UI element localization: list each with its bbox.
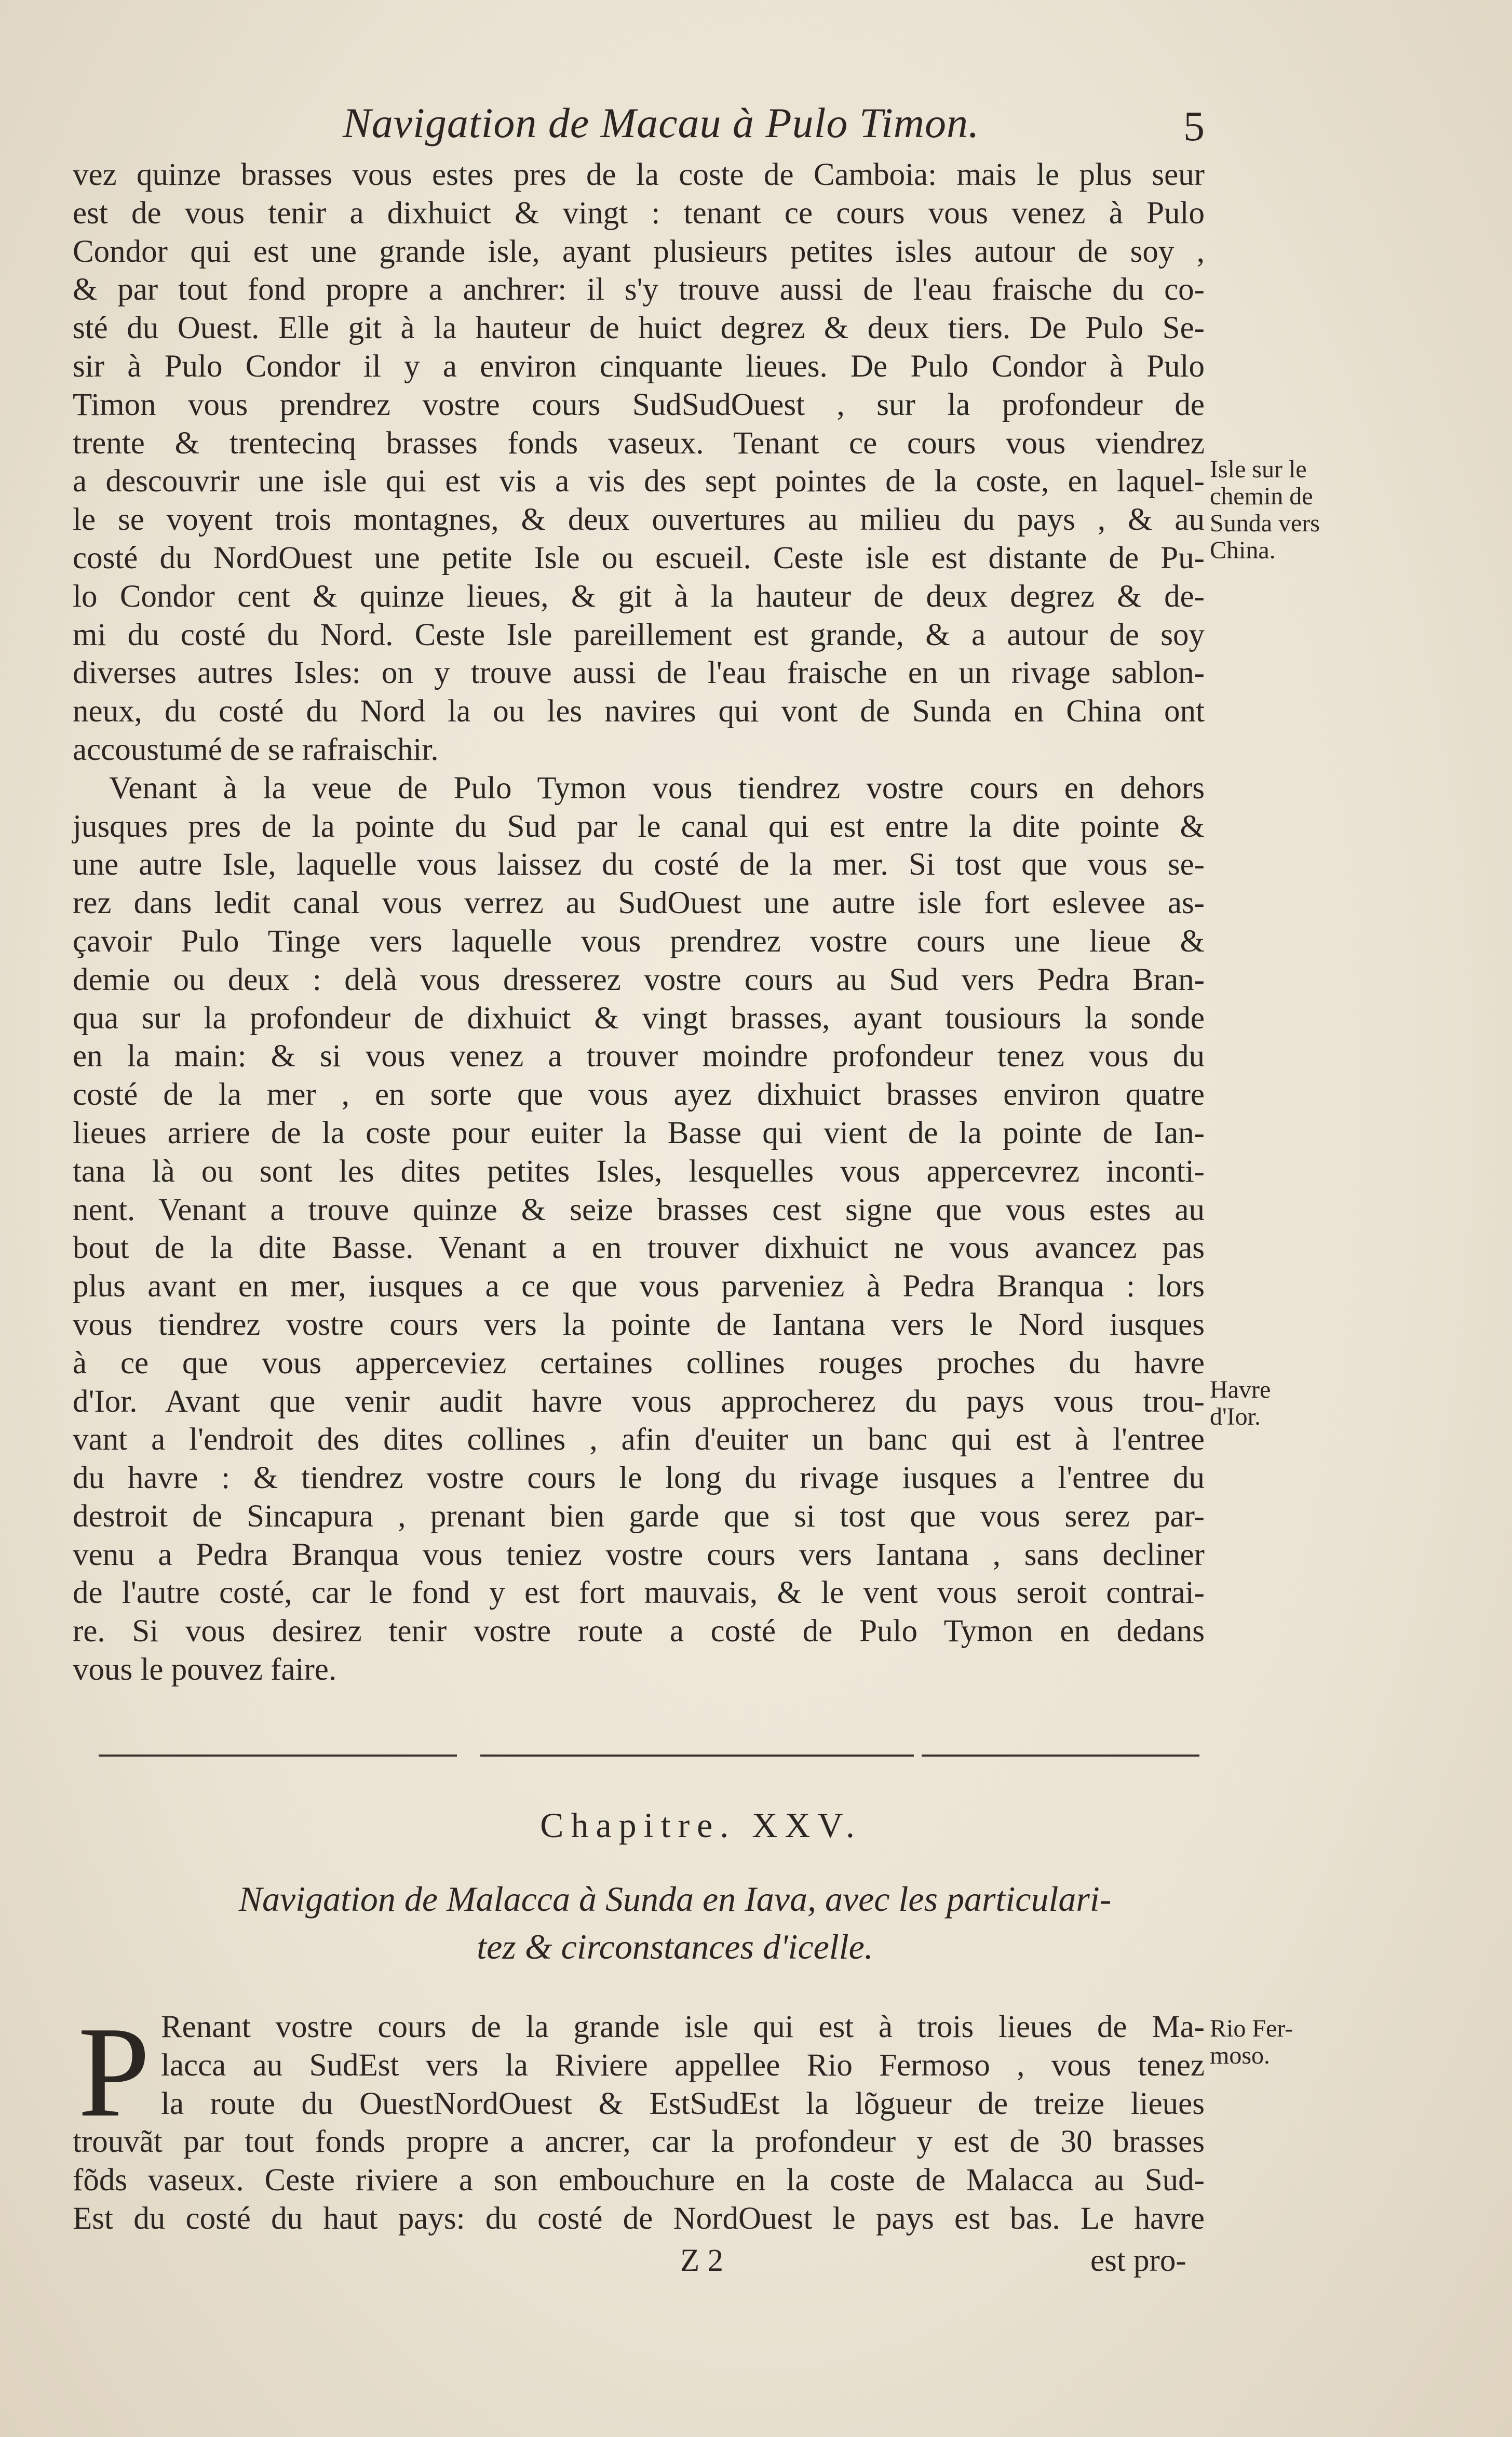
text-line: a descouvrir une isle qui est vis a vis des sept pointes de la coste, en laquel-	[73, 464, 1205, 499]
text-line: costé du NordOuest une petite Isle ou escueil. Ceste isle est distante de Pu-	[73, 540, 1205, 575]
text-line: Venant à la veue de Pulo Tymon vous tiendrez vostre cours en dehors	[109, 770, 1205, 806]
text-line: d'Ior. Avant que venir audit havre vous approcherez du pays vous trou-	[73, 1384, 1205, 1419]
text-line: lo Condor cent & quinze lieues, & git à la hauteur de deux degrez & de-	[73, 579, 1205, 614]
text-line: fõds vaseux. Ceste riviere a son embouchure en la coste de Malacca au Sud-	[73, 2163, 1205, 2198]
text-line: en la main: & si vous venez a trouver moindre profondeur tenez vous du	[73, 1039, 1205, 1074]
text-line: trente & trentecinq brasses fonds vaseux. Tenant ce cours vous viendrez	[73, 425, 1205, 461]
text-line: vous le pouvez faire.	[73, 1652, 337, 1688]
chapter-subtitle-line: tez & circonstances d'icelle.	[477, 1927, 873, 1966]
text-line: diverses autres Isles: on y trouve aussi de l'eau fraische en un rivage sablon-	[73, 655, 1205, 691]
signature-mark: Z 2	[680, 2243, 724, 2278]
text-line: de l'autre costé, car le fond y est fort mauvais, & le vent vous seroit contrai-	[73, 1575, 1205, 1611]
page-header	[343, 99, 1205, 156]
text-line: du havre : & tiendrez vostre cours le long du rivage iusques a l'entree du	[73, 1461, 1205, 1496]
text-line: tana là ou sont les dites petites Isles, lesquelles vous appercevrez inconti-	[73, 1154, 1205, 1189]
text-line: jusques pres de la pointe du Sud par le canal qui est entre la dite pointe &	[73, 809, 1205, 844]
chapter-subtitle	[156, 1875, 1194, 1971]
text-line: neux, du costé du Nord la ou les navires qui vont de Sunda en China ont	[73, 694, 1205, 729]
text-line: costé de la mer , en sorte que vous ayez dixhuict brasses environ quatre	[73, 1077, 1205, 1113]
text-line: & par tout fond propre a anchrer: il s'y trouve aussi de l'eau fraische du co-	[73, 272, 1205, 307]
text-line: le se voyent trois montagnes, & deux ouvertures au milieu du pays , & au	[73, 502, 1205, 538]
main-text	[73, 156, 1205, 1689]
catchword: est pro-	[1090, 2243, 1186, 2278]
text-line: nent. Venant a trouve quinze & seize brasses cest signe que vous estes au	[73, 1192, 1205, 1227]
text-line: mi du costé du Nord. Ceste Isle pareillement est grande, & a autour de soy	[73, 617, 1205, 652]
text-line: accoustumé de se rafraischir.	[73, 732, 439, 767]
chapter-text	[73, 2000, 1205, 2238]
marginal-note-havre: Havre d'Ior.	[1210, 1376, 1271, 1430]
text-line: Est du costé du haut pays: du costé de NordOuest le pays est bas. Le havre	[73, 2201, 1205, 2236]
text-line: est de vous tenir a dixhuict & vingt : tenant ce cours vous venez à Pulo	[73, 195, 1205, 231]
text-line: lacca au SudEst vers la Riviere appellee Rio Fermoso , vous tenez	[161, 2047, 1205, 2083]
text-line: à ce que vous apperceviez certaines collines rouges proches du havre	[73, 1345, 1205, 1381]
text-line: re. Si vous desirez tenir vostre route a costé de Pulo Tymon en dedans	[73, 1614, 1205, 1649]
text-line: destroit de Sincapura , prenant bien garde que si tost que vous serez par-	[73, 1498, 1205, 1534]
text-line: qua sur la profondeur de dixhuict & vingt brasses, ayant tousiours la sonde	[73, 1000, 1205, 1036]
text-line: sir à Pulo Condor il y a environ cinquante lieues. De Pulo Condor à Pulo	[73, 349, 1205, 384]
text-line: vous tiendrez vostre cours vers la pointe de Iantana vers le Nord iusques	[73, 1307, 1205, 1342]
text-line: lieues arriere de la coste pour euiter la Basse qui vient de la pointe de Ian-	[73, 1115, 1205, 1150]
text-line: une autre Isle, laquelle vous laissez du costé de la mer. Si tost que vous se-	[73, 847, 1205, 882]
text-line: plus avant en mer, iusques a ce que vous parveniez à Pedra Branqua : lors	[73, 1269, 1205, 1304]
marginal-note-isle: Isle sur le chemin de Sunda vers China.	[1210, 456, 1320, 564]
text-line: la route du OuestNordOuest & EstSudEst la lõgueur de treize lieues	[161, 2086, 1205, 2121]
text-line: trouvãt par tout fonds propre a ancrer, car la profondeur y est de 30 brasses	[73, 2124, 1205, 2160]
divider-rule-left	[99, 1755, 457, 1757]
text-line: vant a l'endroit des dites collines , afin d'euiter un banc qui est à l'entree	[73, 1422, 1205, 1457]
text-line: sté du Ouest. Elle git à la hauteur de huict degrez & deux tiers. De Pulo Se-	[73, 311, 1205, 346]
text-line: Condor qui est une grande isle, ayant plusieurs petites isles autour de soy ,	[73, 234, 1205, 269]
drop-cap: P	[78, 2000, 151, 2144]
divider-rule-middle	[480, 1755, 914, 1757]
chapter-title: Chapitre. XXV.	[540, 1805, 862, 1845]
running-title: Navigation de Macau à Pulo Timon.	[343, 99, 980, 146]
text-line: bout de la dite Basse. Venant a en trouver dixhuict ne vous avancez pas	[73, 1230, 1205, 1266]
text-line: vez quinze brasses vous estes pres de la coste de Camboia: mais le plus seur	[73, 157, 1205, 192]
text-line: rez dans ledit canal vous verrez au SudOuest une autre isle fort eslevee as-	[73, 886, 1205, 921]
chapter-subtitle-line: Navigation de Malacca à Sunda en Iava, avec les particulari-	[238, 1879, 1112, 1919]
text-line: çavoir Pulo Tinge vers laquelle vous prendrez vostre cours une lieue &	[73, 923, 1205, 959]
divider-rule-right	[922, 1755, 1199, 1757]
text-line: Timon vous prendrez vostre cours SudSudOuest , sur la profondeur de	[73, 387, 1205, 422]
text-line: demie ou deux : delà vous dresserez vostre cours au Sud vers Pedra Bran-	[73, 962, 1205, 997]
text-line: Renant vostre cours de la grande isle qui est à trois lieues de Ma-	[161, 2010, 1205, 2044]
marginal-note-rio-fermoso: Rio Fer- moso.	[1210, 2015, 1293, 2069]
text-line: venu a Pedra Branqua vous teniez vostre cours vers Iantana , sans decliner	[73, 1537, 1205, 1572]
page-number: 5	[1183, 102, 1205, 150]
